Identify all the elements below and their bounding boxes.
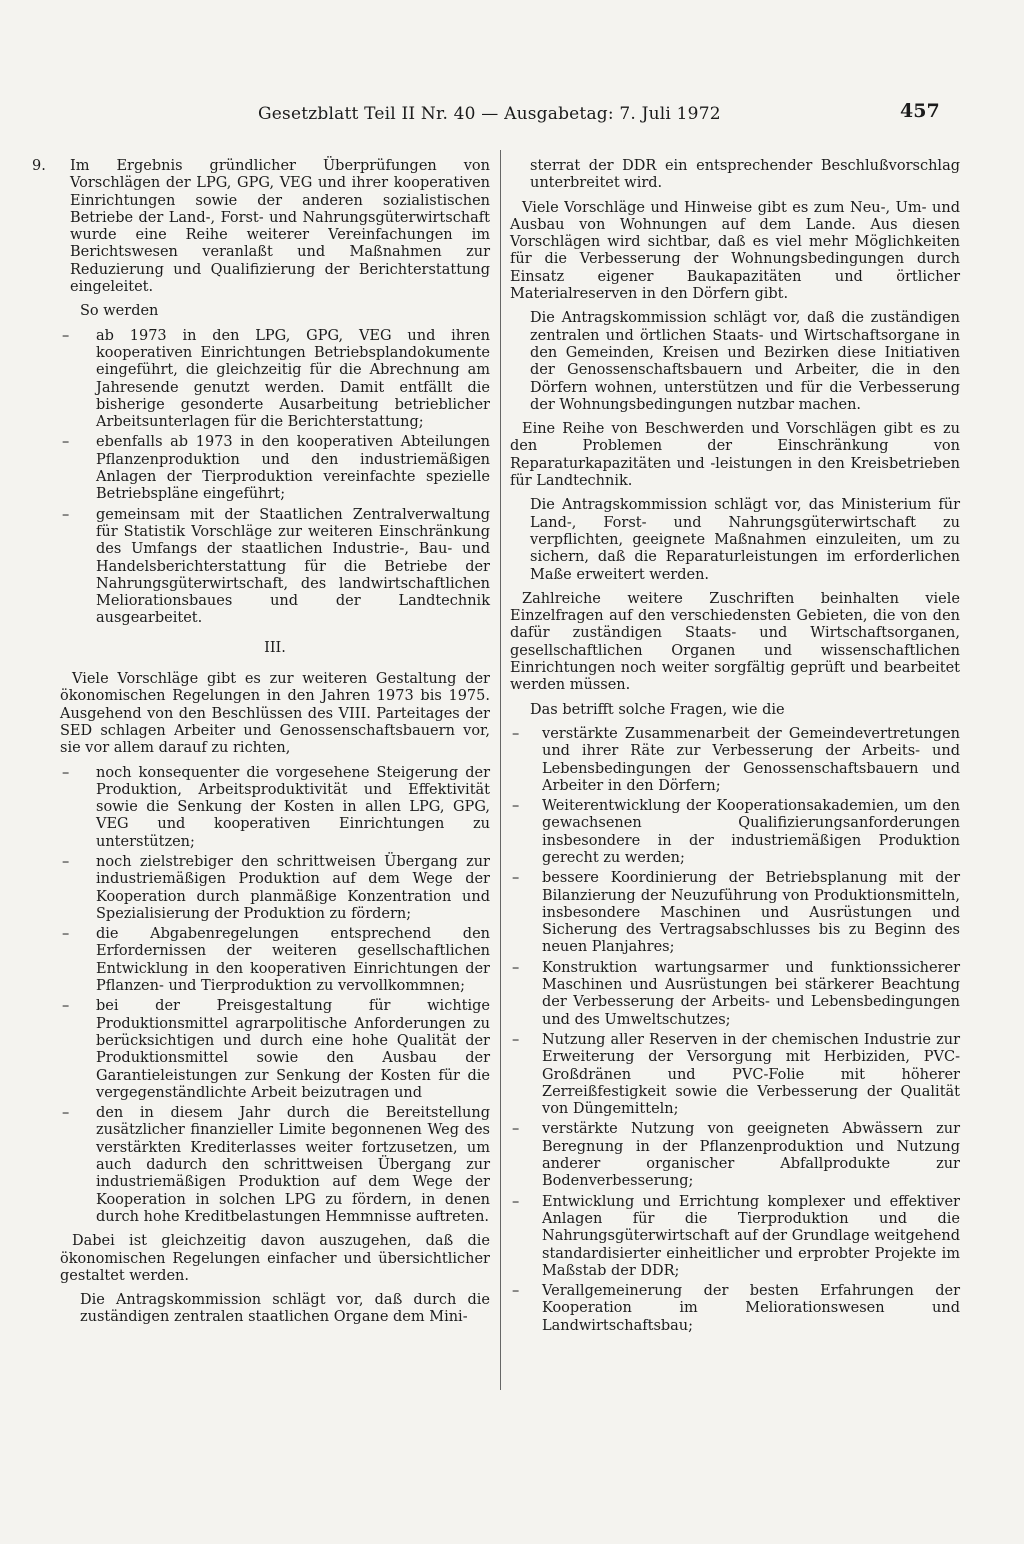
paragraph: Die Antragskommission schlägt vor, daß die zuständigen zentralen und örtlichen Staats- und Wirtschaftsorgane in den Gemeinden, Kreisen und Bezirken diese Initiativen der Genossenschaftsbauern und Arbeiter, die in den Dörfern wohnen, unterstützen und für die Verbesserung der Wohnungsbedingungen nutzbar machen. bbox=[530, 310, 960, 413]
paragraph: Die Antragskommission schlägt vor, daß durch die zuständigen zentralen staatlichen Organe dem Mini- bbox=[80, 1292, 490, 1326]
so-werden-line: So werden bbox=[80, 303, 159, 320]
list-item: – Verallgemeinerung der besten Erfahrungen der Kooperation im Meliorationswesen und Landwirtschaftsbau; bbox=[510, 1283, 960, 1335]
list-item: – Entwicklung und Errichtung komplexer und effektiver Anlagen für die Tierproduktion und die Nahrungsgüterwirtschaft auf der Grundlage weitgehend standardisierter einheitlicher und erprobter Projekte im Maßstab der DDR; bbox=[510, 1194, 960, 1280]
section-heading: III. bbox=[264, 639, 286, 656]
list-item: – bei der Preisgestaltung für wichtige Produktionsmittel agrarpolitische Anforderungen zu berücksichtigen und durch eine hohe Qualität der Produktionsmittel sowie den Ausbau der Garantieleistungen zur Senkung der Kosten für die vergegenständlichte Arbeit beizutragen und bbox=[60, 998, 490, 1102]
list-item: – noch zielstrebiger den schrittweisen Übergang zur industriemäßigen Produktion auf dem Wege der Kooperation durch planmäßige Konzentration und Spezialisierung der Produktion zu fördern; bbox=[60, 854, 490, 923]
paragraph: Eine Reihe von Beschwerden und Vorschlägen gibt es zu den Problemen der Einschränkung von Reparaturkapazitäten und -leistungen in den Kreisbetrieben für Landtechnik. bbox=[510, 421, 960, 490]
list-item: – verstärkte Zusammenarbeit der Gemeindevertretungen und ihrer Räte zur Verbesserung der Arbeits- und Lebensbedingungen der Genossenschaftsbauern und Arbeiter in den Dörfern; bbox=[510, 726, 960, 795]
list-item: – Weiterentwicklung der Kooperationsakademien, um den gewachsenen Qualifizierungsanforderungen insbesondere in der industriemäßigen Produktion gerecht zu werden; bbox=[510, 798, 960, 867]
list-item: – ab 1973 in den LPG, GPG, VEG und ihren kooperativen Einrichtungen Betriebsplandokumente eingeführt, die gleichzeitig für die Abrechnung am Jahresende genutzt werden. Damit entfällt die bisherige gesonderte Ausarbeitung betrieblicher Arbeitsunterlagen für die Berichterstattung; bbox=[60, 328, 490, 432]
page-number: 457 bbox=[900, 100, 940, 122]
questions-list bbox=[510, 726, 960, 1335]
paragraph: Die Antragskommission schlägt vor, das Ministerium für Land-, Forst- und Nahrungsgüterwirtschaft zu verpflichten, geeignete Maßnahmen einzuleiten, um zu sichern, daß die Reparaturleistungen im erforderlichen Maße erweitert werden. bbox=[530, 497, 960, 583]
list-item: – ebenfalls ab 1973 in den kooperativen Abteilungen Pflanzenproduktion und den industriemäßigen Anlagen der Tierproduktion vereinfachte spezielle Betriebspläne eingeführt; bbox=[60, 434, 490, 503]
measures-list bbox=[60, 328, 490, 628]
paragraph: Dabei ist gleichzeitig davon auszugehen, daß die ökonomischen Regelungen einfacher und übersichtlicher gestaltet werden. bbox=[60, 1233, 490, 1284]
list-item: – verstärkte Nutzung von geeigneten Abwässern zur Beregnung in der Pflanzenproduktion und Nutzung anderer organischer Abfallprodukte zur Bodenverbesserung; bbox=[510, 1121, 960, 1190]
list-item: – gemeinsam mit der Staatlichen Zentralverwaltung für Statistik Vorschläge zur weiteren Einschränkung des Umfangs der staatlichen Industrie-, Bau- und Handelsberichterstattung für die Betriebe der Nahrungsgüterwirtschaft, des landwirtschaftlichen Meliorationsbaues und der Landtechnik ausgearbeitet. bbox=[60, 507, 490, 628]
running-header: Gesetzblatt Teil II Nr. 40 — Ausgabetag: 7. Juli 1972 bbox=[258, 104, 721, 124]
list-item: – die Abgabenregelungen entsprechend den Erfordernissen der weiteren gesellschaftlichen Entwicklung in den kooperativen Einrichtungen der Pflanzen- und Tierproduktion zu vervollkommnen; bbox=[60, 926, 490, 995]
paragraph: Viele Vorschläge gibt es zur weiteren Gestaltung der ökonomischen Regelungen in den Jahren 1973 bis 1975. Ausgehend von den Beschlüssen des VIII. Parteitages der SED schlagen Arbeiter und Genossenschaftsbauern vor, sie vor allem darauf zu richten, bbox=[60, 671, 490, 757]
item-number: 9. bbox=[32, 158, 46, 174]
left-column bbox=[32, 158, 490, 1334]
item-9-paragraph bbox=[32, 158, 490, 296]
list-item: – Konstruktion wartungsarmer und funktionssicherer Maschinen und Ausrüstungen bei stärkerer Beachtung der Verbesserung der Arbeits- und Lebensbedingungen und des Umweltschutzes; bbox=[510, 960, 960, 1029]
paragraph: sterrat der DDR ein entsprechender Beschlußvorschlag unterbreitet wird. bbox=[530, 158, 960, 192]
paragraph: Viele Vorschläge und Hinweise gibt es zum Neu-, Um- und Ausbau von Wohnungen auf dem Lande. Aus diesen Vorschlägen wird sichtbar, daß es viel mehr Möglichkeiten für die Verbesserung der Wohnungsbedingungen durch Einsatz eigener Baukapazitäten und örtlicher Materialreserven in den Dörfern gibt. bbox=[510, 199, 960, 303]
list-item: – Nutzung aller Reserven in der chemischen Industrie zur Erweiterung der Versorgung mit Herbiziden, PVC-Großdränen und PVC-Folie mit höherer Zerreißfestigkeit sowie die Verbesserung der Qualität von Düngemitteln; bbox=[510, 1032, 960, 1118]
paragraph: Zahlreiche weitere Zuschriften beinhalten viele Einzelfragen auf den verschiedensten Gebieten, die von den dafür zuständigen Staats- und Wirtschaftsorganen, gesellschaftlichen Organen und wissenschaftlichen Einrichtungen noch weiter sorgfältig geprüft und bearbeitet werden müssen. bbox=[510, 590, 960, 694]
right-column bbox=[510, 158, 960, 1342]
list-item: – bessere Koordinierung der Betriebsplanung mit der Bilanzierung der Neuzuführung von Produktionsmitteln, insbesondere Maschinen und Ausrüstungen und Sicherung des Vertragsabschlusses bis zu Beginn des neuen Planjahres; bbox=[510, 870, 960, 956]
list-item: – noch konsequenter die vorgesehene Steigerung der Produktion, Arbeitsproduktivität und Effektivität sowie die Senkung der Kosten in allen LPG, GPG, VEG und kooperativen Einrichtungen zu unterstützen; bbox=[60, 765, 490, 851]
list-item: – den in diesem Jahr durch die Bereitstellung zusätzlicher finanzieller Limite begonnenen Weg des verstärkten Krediterlasses weiter fortzusetzen, um auch dadurch den schrittweisen Übergang zur industriemäßigen Produktion auf dem Wege der Kooperation in solchen LPG zu fördern, in denen durch hohe Kreditbelastungen Hemmnisse auftreten. bbox=[60, 1105, 490, 1226]
proposals-list bbox=[60, 765, 490, 1227]
column-divider bbox=[500, 150, 501, 1390]
item-9-text: Im Ergebnis gründlicher Überprüfungen von Vorschlägen der LPG, GPG, VEG und ihrer kooperativen Einrichtungen sowie der anderen sozialistischen Betriebe der Land-, Forst- und Nahrungsgüterwirtschaft wurde eine Reihe weiterer Vereinfachungen im Berichtswesen veranlaßt und Maßnahmen zur Reduzierung und Qualifizierung der Berichterstattung eingeleitet. bbox=[70, 158, 490, 296]
paragraph: Das betrifft solche Fragen, wie die bbox=[530, 701, 785, 718]
